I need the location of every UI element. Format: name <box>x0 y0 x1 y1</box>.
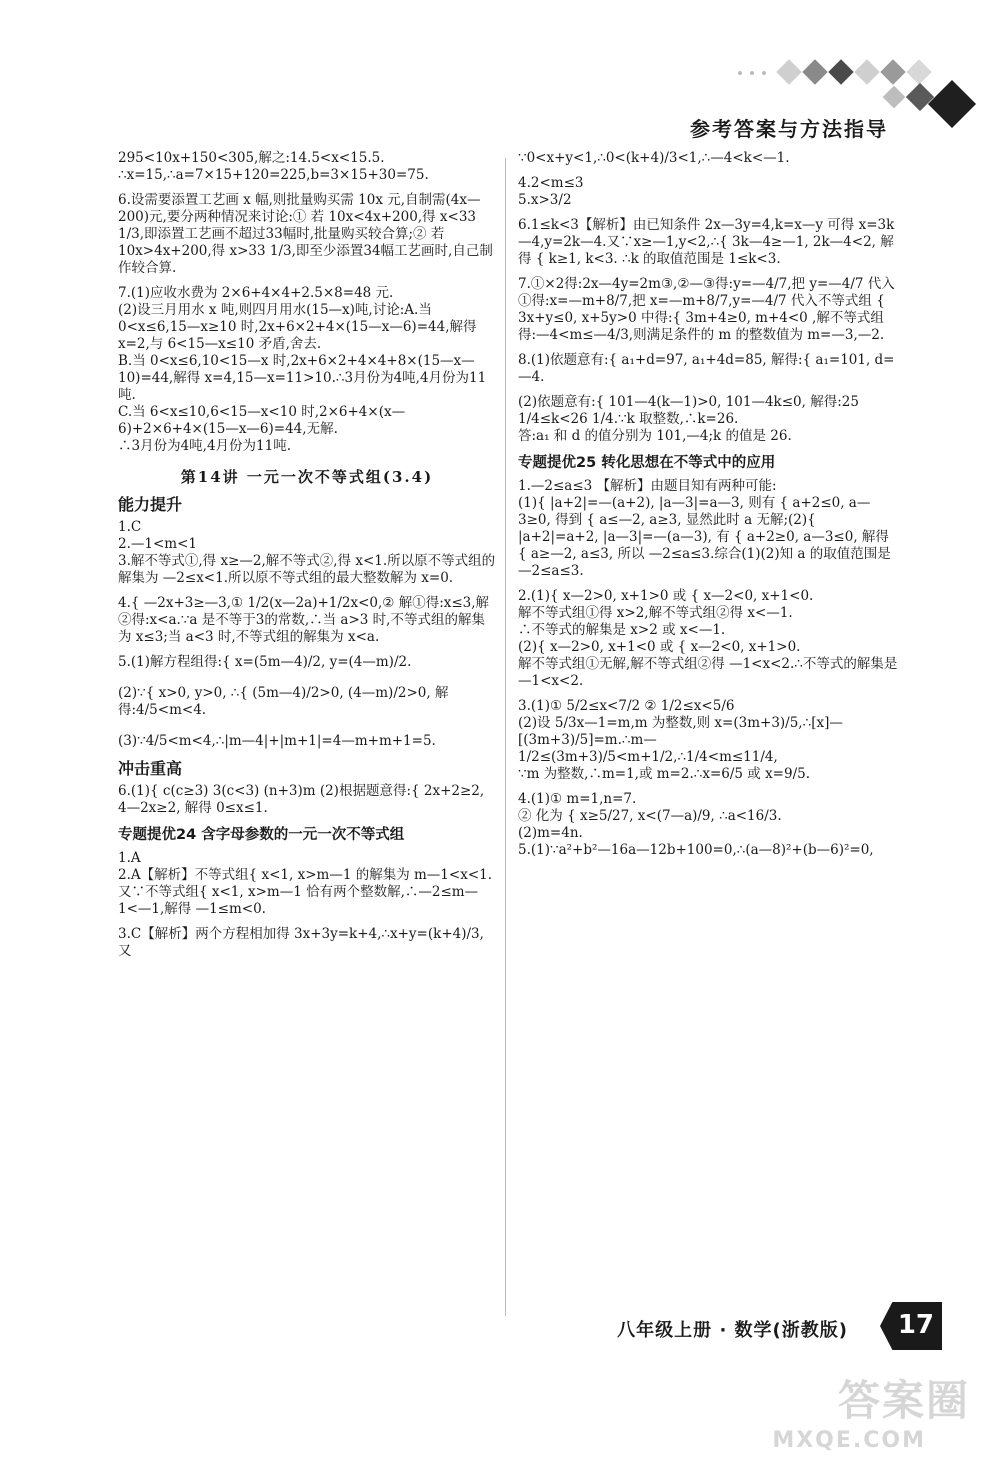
watermark-url: MXQE.COM <box>772 1428 926 1453</box>
answer-line: (2)依题意有:{ 101—4(k—1)>0, 101—4k≤0, 解得:25 1/4≤k<26 1/4.∵k 取整数,∴k=26. <box>518 394 859 427</box>
answer-line: 答:a₁ 和 d 的值分别为 101,—4;k 的值是 26. <box>518 428 792 444</box>
answer-line: 解不等式组①得 x>2,解不等式组②得 x<—1. <box>518 605 793 621</box>
answer-line: 1.C <box>118 519 142 535</box>
answer-line: 6.1≤k<3【解析】由已知条件 2x—3y=4,k=x—y 可得 x=3k—4,y=2k—4.又∵x≥—1,y<2,∴{ 3k—4≥—1, 2k—4<2, 解得 { k≥1, k<3. ∴k 的取值范围是 1≤k<3. <box>518 217 895 267</box>
column-divider <box>505 158 506 1316</box>
answer-line: (2)∵{ x>0, y>0, ∴{ (5m—4)/2>0, (4—m)/2>0, 解得:4/5<m<4. <box>118 685 449 718</box>
answer-line: 7.(1)应收水费为 2×6+4×4+2.5×8=48 元. <box>118 285 394 301</box>
answer-line: 4.2<m≤3 <box>518 175 584 191</box>
left-column <box>118 150 496 960</box>
answer-line: 5.(1)解方程组得:{ x=(5m—4)/2, y=(4—m)/2. <box>118 654 412 670</box>
lesson-title: 第14讲 一元一次不等式组(3.4) <box>180 468 434 486</box>
topic-heading: 专题提优25 转化思想在不等式中的应用 <box>518 455 776 471</box>
answer-line: 8.(1)依题意有:{ a₁+d=97, a₁+4d=85, 解得:{ a₁=101, d=—4. <box>518 352 895 385</box>
answer-line: (2)设三月用水 x 吨,则四月用水(15—x)吨,讨论:A.当 0<x≤6,15—x≥10 时,2x+6×2+4×(15—x—6)=44,解得 x=2,与 6<15—x≤10 矛盾,舍去. <box>118 302 477 352</box>
answer-line: 6.(1){ c(c≥3) 3(c<3) (n+3)m (2)根据题意得:{ 2x+2≥2, 4—2x≥2, 解得 0≤x≤1. <box>118 783 485 816</box>
answer-line: B.当 0<x≤6,10<15—x 时,2x+6×2+4×4+8×(15—x—10)=44,解得 x=4,15—x=11>10.∴3月份为4吨,4月份为11吨. <box>118 353 487 403</box>
answer-line: 1.—2≤a≤3 【解析】由题目知有两种可能: <box>518 478 777 494</box>
answer-line: 3.(1)① 5/2≤x<7/2 ② 1/2≤x<5/6 <box>518 698 735 714</box>
answer-line: 4.{ —2x+3≥—3,① 1/2(x—2a)+1/2x<0,② 解①得:x≤3,解②得:x<a.∵a 是不等于3的常数,∴当 a>3 时,不等式组的解集为 x≤3;当 a<3 时,不等式组的解集为 x<a. <box>118 595 490 645</box>
answer-line: 3.解不等式①,得 x≥—2,解不等式②,得 x<1.所以原不等式组的解集为 —2≤x<1.所以原不等式组的最大整数解为 x=0. <box>118 553 496 586</box>
answer-line: (2)设 5/3x—1=m,m 为整数,则 x=(3m+3)/5,∴[x]—[(3m+3)/5]=m.∴m—1/2≤(3m+3)/5<m+1/2,∴1/4<m≤11/4, <box>518 715 843 765</box>
answer-line: 解不等式组①无解,解不等式组②得 —1<x<2.∴不等式的解集是 —1<x<2. <box>518 656 898 689</box>
section-heading: 能力提升 <box>118 495 183 514</box>
answer-line: 295<10x+150<305,解之:14.5<x<15.5. <box>118 150 385 166</box>
answer-line: 6.设需要添置工艺画 x 幅,则批量购买需 10x 元,自制需(4x—200)元,要分两种情况来讨论:① 若 10x<4x+200,得 x<33 1/3,即添置工艺画不超过33幅时,批量购买较合算;② 若 10x>4x+200,得 x>33 1/3,即至少添置34幅工艺画时,自己制作较合算. <box>118 192 493 276</box>
answer-line: 2.(1){ x—2>0, x+1>0 或 { x—2<0, x+1<0. <box>518 588 814 604</box>
page-header-title: 参考答案与方法指导 <box>690 117 888 141</box>
answer-line: (2){ x—2>0, x+1<0 或 { x—2<0, x+1>0. <box>518 639 801 655</box>
answer-line: ② 化为 { x≥5/27, x<(7—a)/9, ∴a<16/3. <box>518 808 782 824</box>
topic-heading: 专题提优24 含字母参数的一元一次不等式组 <box>118 827 405 843</box>
watermark-logo: 答案圈 <box>837 1376 970 1425</box>
answer-line: 1.A <box>118 850 141 866</box>
footer-book-title: 八年级上册 · 数学(浙教版) <box>617 1320 848 1341</box>
answer-line: 5.x>3/2 <box>518 192 572 208</box>
page-number: 17 <box>897 1310 934 1340</box>
answer-line: C.当 6<x≤10,6<15—x<10 时,2×6+4×(x—6)+2×6+4×(15—x—6)=44,无解. <box>118 404 406 437</box>
answer-line: 4.(1)① m=1,n=7. <box>518 791 637 807</box>
answer-line: (3)∵4/5<m<4,∴|m—4|+|m+1|=4—m+m+1=5. <box>118 733 436 749</box>
right-column <box>518 150 898 859</box>
answer-line: 3.C【解析】两个方程相加得 3x+3y=k+4,∴x+y=(k+4)/3,又 <box>118 926 484 959</box>
answer-line: 2.A【解析】不等式组{ x<1, x>m—1 的解集为 m—1<x<1.又∵不等式组{ x<1, x>m—1 恰有两个整数解,∴—2≤m—1<—1,解得 —1≤m<0. <box>118 867 493 917</box>
answer-line: ∵m 为整数,∴m=1,或 m=2.∴x=6/5 或 x=9/5. <box>518 766 811 782</box>
answer-line: ∴不等式的解集是 x>2 或 x<—1. <box>518 622 726 638</box>
answer-line: (2)m=4n. <box>518 825 583 841</box>
answer-line: ∴3月份为4吨,4月份为11吨. <box>118 438 292 454</box>
section-heading: 冲击重高 <box>118 759 183 778</box>
answer-line: 2.—1<m<1 <box>118 536 197 552</box>
answer-line: 5.(1)∵a²+b²—16a—12b+100=0,∴(a—8)²+(b—6)²=0, <box>518 842 874 858</box>
answer-line: ∴x=15,∴a=7×15+120=225,b=3×15+30=75. <box>118 167 429 183</box>
answer-line: (1){ |a+2|=—(a+2), |a—3|=a—3, 则有 { a+2≤0, a—3≥0, 得到 { a≤—2, a≥3, 显然此时 a 无解;(2){ |a+2|=a+2, |a—3|=—(a—3), 有 { a+2≥0, a—3≤0, 解得 { a≥—2, a≤3, 所以 —2≤a≤3.综合(1)(2)知 a 的取值范围是 —2≤a≤3. <box>518 495 891 579</box>
answer-line: ∵0<x+y<1,∴0<(k+4)/3<1,∴—4<k<—1. <box>518 150 790 166</box>
answer-line: 7.①×2得:2x—4y=2m③,②—③得:y=—4/7,把 y=—4/7 代入①得:x=—m+8/7,把 x=—m+8/7,y=—4/7 代入不等式组 { 3x+y≤0, x+5y>0 中得:{ 3m+4≥0, m+4<0 ,解不等式组得:—4<m≤—4/3,则满足条件的 m 的整数值为 m=—3,—2. <box>518 276 895 343</box>
